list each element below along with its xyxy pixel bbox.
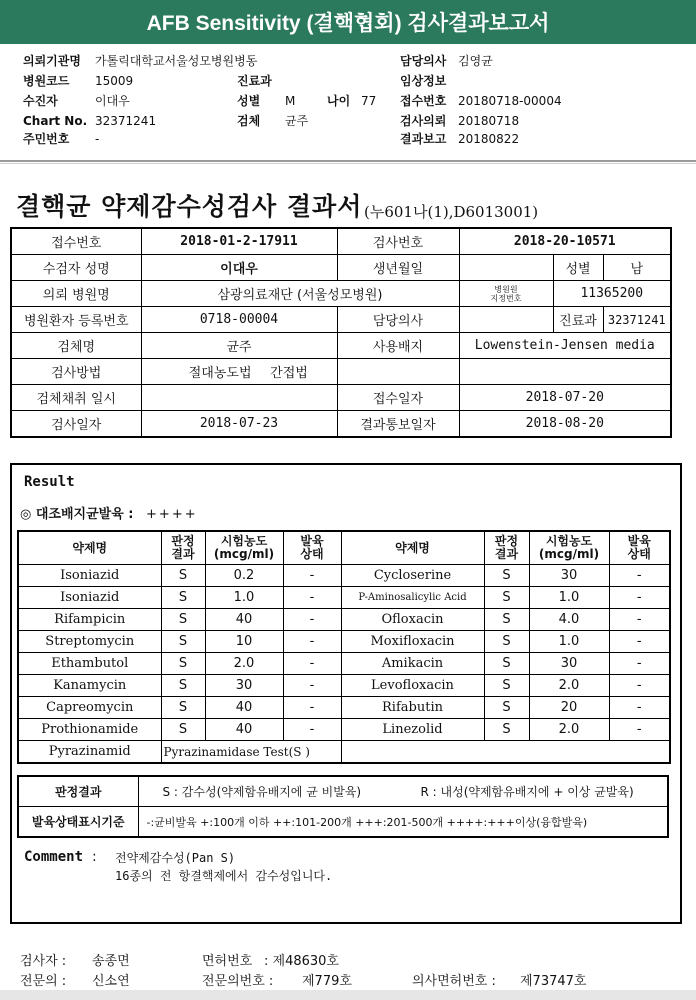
drug-conc: 0.2 [205, 565, 283, 587]
drug-growth: - [609, 719, 670, 741]
accept-label: 접수일자 [337, 385, 459, 411]
drug-conc: 30 [529, 565, 609, 587]
info-clinical [400, 72, 446, 91]
comment-line-1: 전약제감수성(Pan S) [115, 851, 236, 865]
drug-name: Ethambutol [18, 653, 161, 675]
drug-growth: - [283, 631, 341, 653]
col-judge: 판정 결과 [161, 531, 205, 565]
drug-conc: 10 [205, 631, 283, 653]
info-request-label: 검사의뢰 [400, 114, 447, 128]
report-header [0, 0, 696, 44]
collect-label: 검체채취 일시 [11, 385, 141, 411]
info-report-value: 20180822 [458, 132, 520, 146]
drug-judge: S [161, 697, 205, 719]
drug-judge: S [484, 565, 529, 587]
info-chart [23, 112, 157, 131]
drug-name: Ofloxacin [341, 609, 484, 631]
table-header-row [18, 531, 670, 565]
drug-name: Streptomycin [18, 631, 161, 653]
drug-growth: - [283, 653, 341, 675]
drug-name: Isoniazid [18, 587, 161, 609]
doctor-value [459, 307, 553, 333]
info-patient [23, 92, 130, 111]
dob-label: 생년월일 [337, 255, 459, 281]
info-receipt-label: 접수번호 [400, 94, 447, 108]
col-conc: 시험농도 (mcg/ml) [205, 531, 283, 565]
drug-judge: S [161, 653, 205, 675]
drug-name: Linezolid [341, 719, 484, 741]
drug-conc: 1.0 [529, 587, 609, 609]
drug-judge: S [161, 631, 205, 653]
info-request-value: 20180718 [458, 114, 520, 128]
method-values [141, 359, 337, 385]
drug-conc: 30 [205, 675, 283, 697]
info-rrn-value: - [95, 132, 100, 146]
col-drug: 약제명 [18, 531, 161, 565]
comment-colon: : [92, 849, 97, 865]
info-rrn [23, 130, 100, 149]
drug-growth: - [609, 609, 670, 631]
collect-value [141, 385, 337, 411]
col-growth: 발육 상태 [283, 531, 341, 565]
tester-name: 송종면 [92, 954, 130, 969]
drug-name: Rifampicin [18, 609, 161, 631]
drug-judge: S [161, 587, 205, 609]
info-patient-label: 수진자 [23, 94, 58, 108]
test-no-value: 2018-20-10571 [459, 228, 671, 255]
divider [0, 160, 696, 162]
table-row [11, 359, 671, 385]
info-hospital [23, 52, 258, 71]
table-row [11, 255, 671, 281]
drug-growth: - [283, 675, 341, 697]
info-patient-value: 이대우 [95, 94, 130, 108]
hospital-value: 삼광의료재단 (서울성모병원) [141, 281, 459, 307]
judge-legend-label: 판정결과 [18, 776, 138, 807]
report-header-title: AFB Sensitivity (결핵협회) 검사결과보고서 [146, 12, 550, 35]
table-row [11, 228, 671, 255]
document-code: (누601나(1),D6013001) [364, 203, 539, 221]
drug-name: Capreomycin [18, 697, 161, 719]
notify-value: 2018-08-20 [459, 411, 671, 438]
table-row [11, 307, 671, 333]
comment-line-2: 16종의 전 항결핵제에서 감수성입니다. [115, 869, 333, 883]
col-judge: 판정 결과 [484, 531, 529, 565]
drug-conc: 40 [205, 609, 283, 631]
table-row [18, 565, 670, 587]
name-label: 수검자 성명 [11, 255, 141, 281]
drug-conc: 1.0 [529, 631, 609, 653]
judge-legend-s: S : 감수성(약제함유배지에 균 비발육) [162, 785, 362, 799]
name-value: 이대우 [141, 255, 337, 281]
drug-name: P-Aminosalicylic Acid [341, 587, 484, 609]
medium-value: Lowenstein-Jensen media [459, 333, 671, 359]
result-title: Result [24, 474, 75, 490]
doctor-label: 담당의사 [337, 307, 459, 333]
pza-name: Pyrazinamid [18, 741, 161, 764]
doc-license-label: 의사면허번호 : [412, 974, 496, 989]
info-report [400, 130, 520, 149]
drug-name: Amikacin [341, 653, 484, 675]
info-hospital-value: 가톨릭대학교서울성모병원병동 [95, 54, 258, 68]
control-growth [20, 503, 198, 522]
drug-judge: S [161, 565, 205, 587]
judge-legend-text [138, 776, 668, 807]
legend-table [17, 775, 669, 838]
drug-growth: - [609, 697, 670, 719]
drug-judge: S [484, 587, 529, 609]
drug-growth: - [283, 697, 341, 719]
drug-judge: S [484, 631, 529, 653]
test-no-label: 검사번호 [337, 228, 459, 255]
table-row [18, 719, 670, 741]
table-row [18, 776, 668, 807]
info-doctor [400, 52, 493, 71]
sex-value: 남 [603, 255, 671, 281]
testdate-value: 2018-07-23 [141, 411, 337, 438]
control-growth-label: ◎ 대조배지균발육 : [20, 507, 134, 522]
info-doctor-label: 담당의사 [400, 54, 447, 68]
drug-growth: - [609, 653, 670, 675]
document-title: 결핵균 약제감수성검사 결과서 [16, 192, 363, 221]
growth-legend-label: 발육상태표시기준 [18, 807, 138, 838]
spec-no-label: 전문의번호 : [202, 974, 274, 989]
specialist-name: 신소연 [92, 974, 130, 989]
table-row [11, 411, 671, 438]
method-label: 검사방법 [11, 359, 141, 385]
accept-value: 2018-07-20 [459, 385, 671, 411]
pza-value: Pyrazinamidase Test(S ) [161, 741, 341, 764]
comment-label: Comment [24, 849, 84, 865]
table-row [18, 631, 670, 653]
info-rrn-label: 주민번호 [23, 132, 70, 146]
drug-growth: - [609, 631, 670, 653]
info-age [327, 92, 377, 111]
drug-name: Moxifloxacin [341, 631, 484, 653]
testdate-label: 검사일자 [11, 411, 141, 438]
drug-conc: 30 [529, 653, 609, 675]
drug-growth: - [283, 565, 341, 587]
notify-label: 결과통보일자 [337, 411, 459, 438]
info-specimen [237, 112, 309, 131]
info-receipt [400, 92, 562, 111]
method-indirect: 간접법 [270, 366, 308, 381]
table-row [18, 741, 670, 764]
drug-conc: 2.0 [529, 719, 609, 741]
hospital-no-label: 병원원 지정번호 [459, 281, 553, 307]
drug-conc: 2.0 [529, 675, 609, 697]
drug-conc: 20 [529, 697, 609, 719]
dept-value: 32371241 [603, 307, 671, 333]
table-row [18, 587, 670, 609]
drug-judge: S [484, 653, 529, 675]
info-code-label: 병원코드 [23, 74, 70, 88]
drug-judge: S [484, 719, 529, 741]
receipt-no-value: 2018-01-2-17911 [141, 228, 337, 255]
drug-conc: 1.0 [205, 587, 283, 609]
drug-name: Cycloserine [341, 565, 484, 587]
drug-growth: - [283, 609, 341, 631]
table-row [11, 385, 671, 411]
divider [0, 163, 696, 164]
license-label: 면허번호 [202, 954, 253, 969]
drug-growth: - [283, 587, 341, 609]
info-code [23, 72, 134, 91]
table-row [18, 697, 670, 719]
drug-growth: - [609, 675, 670, 697]
info-report-label: 결과보고 [400, 132, 447, 146]
info-specimen-label: 검체 [237, 114, 261, 128]
drug-judge: S [161, 675, 205, 697]
drug-growth: - [283, 719, 341, 741]
drug-susceptibility-table [17, 530, 671, 764]
drug-judge: S [161, 719, 205, 741]
dob-value [459, 255, 553, 281]
reg-value: 0718-00004 [141, 307, 337, 333]
info-chart-value: 32371241 [95, 114, 157, 128]
specialist-label: 전문의 : [20, 974, 67, 989]
info-request [400, 112, 520, 131]
drug-name: Levofloxacin [341, 675, 484, 697]
tester-label: 검사자 : [20, 954, 67, 969]
info-sex-label: 성별 [237, 94, 261, 108]
license-value: : 제48630호 [264, 954, 339, 969]
receipt-no-label: 접수번호 [11, 228, 141, 255]
control-growth-value: ++++ [146, 507, 198, 522]
info-specimen-value: 균주 [285, 114, 309, 128]
drug-judge: S [161, 609, 205, 631]
info-age-label: 나이 [327, 94, 351, 108]
empty-cell [337, 359, 459, 385]
drug-growth: - [609, 565, 670, 587]
specimen-label: 검체명 [11, 333, 141, 359]
drug-name: Isoniazid [18, 565, 161, 587]
reg-label: 병원환자 등록번호 [11, 307, 141, 333]
drug-judge: S [484, 609, 529, 631]
info-code-value: 15009 [95, 74, 134, 88]
drug-judge: S [484, 697, 529, 719]
page-bottom-strip [0, 990, 696, 1000]
info-dept [237, 72, 272, 91]
medium-label: 사용배지 [337, 333, 459, 359]
info-sex [237, 92, 296, 111]
table-row [11, 281, 671, 307]
table-row [18, 609, 670, 631]
sex-label: 성별 [553, 255, 603, 281]
info-chart-label: Chart No. [23, 114, 88, 128]
col-growth: 발육 상태 [609, 531, 670, 565]
table-row [18, 653, 670, 675]
table-row [18, 675, 670, 697]
table-row [11, 333, 671, 359]
report-info-table [10, 227, 672, 438]
info-sex-value: M [285, 94, 296, 108]
info-doctor-value: 김영균 [458, 54, 493, 68]
hospital-label: 의뢰 병원명 [11, 281, 141, 307]
empty-cell [459, 359, 671, 385]
drug-conc: 2.0 [205, 653, 283, 675]
spec-no-value: 제779호 [302, 974, 352, 989]
method-absolute: 절대농도법 [188, 366, 252, 381]
judge-legend-r: R : 내성(약제함유배지에 + 이상 균발육) [420, 785, 634, 799]
drug-conc: 40 [205, 697, 283, 719]
info-hospital-label: 의뢰기관명 [23, 54, 81, 68]
drug-name: Prothionamide [18, 719, 161, 741]
info-receipt-value: 20180718-00004 [458, 94, 562, 108]
doc-license-value: 제73747호 [520, 974, 587, 989]
drug-growth: - [609, 587, 670, 609]
info-clinical-label: 임상정보 [400, 74, 447, 88]
specimen-value: 균주 [141, 333, 337, 359]
drug-name: Rifabutin [341, 697, 484, 719]
col-conc: 시험농도 (mcg/ml) [529, 531, 609, 565]
growth-legend-text: -:균비발육 +:100개 이하 ++:101-200개 +++:201-500개 ++++:+++이상(융합발육) [138, 807, 668, 838]
table-row [18, 807, 668, 838]
hospital-no-value: 11365200 [553, 281, 671, 307]
drug-conc: 4.0 [529, 609, 609, 631]
empty-cell [341, 741, 670, 764]
dept-label: 진료과 [553, 307, 603, 333]
info-age-value: 77 [361, 94, 377, 108]
col-drug: 약제명 [341, 531, 484, 565]
drug-name: Kanamycin [18, 675, 161, 697]
info-dept-label: 진료과 [237, 74, 272, 88]
drug-judge: S [484, 675, 529, 697]
drug-conc: 40 [205, 719, 283, 741]
